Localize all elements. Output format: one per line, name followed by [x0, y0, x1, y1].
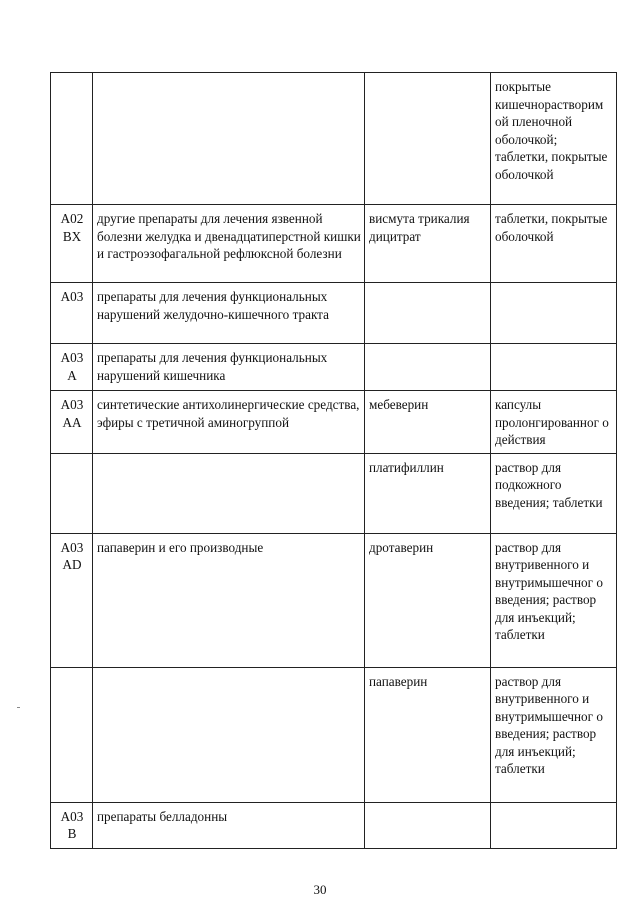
group-name-cell: препараты белладонны — [93, 802, 365, 848]
dosage-form-cell: раствор для подкожного введения; таблетки — [491, 453, 617, 533]
dosage-form-cell — [491, 344, 617, 391]
dosage-form-cell: раствор для внутривенного и внутримышечног о введения; раствор для инъекций; таблетки — [491, 667, 617, 802]
drug-name-cell: висмута трикалия дицитрат — [365, 205, 491, 283]
table-row — [51, 73, 617, 205]
table-row — [51, 283, 617, 344]
group-name-cell — [93, 453, 365, 533]
table-row — [51, 205, 617, 283]
drug-name-cell — [365, 802, 491, 848]
group-name-cell: препараты для лечения функциональных нарушений желудочно-кишечного тракта — [93, 283, 365, 344]
table-row — [51, 802, 617, 848]
table-row — [51, 667, 617, 802]
drug-name-cell — [365, 344, 491, 391]
atc-code-cell: A03 AA — [51, 391, 93, 454]
atc-code-cell: A02 BX — [51, 205, 93, 283]
dosage-form-cell — [491, 283, 617, 344]
drug-name-cell: платифиллин — [365, 453, 491, 533]
atc-code-cell: A03 A — [51, 344, 93, 391]
drug-name-cell: папаверин — [365, 667, 491, 802]
table-row — [51, 533, 617, 667]
table-row — [51, 391, 617, 454]
drug-name-cell — [365, 283, 491, 344]
page-number: 30 — [313, 882, 327, 897]
group-name-cell — [93, 73, 365, 205]
dosage-form-cell: раствор для внутривенного и внутримышечног о введения; раствор для инъекций; таблетки — [491, 533, 617, 667]
drug-name-cell — [365, 73, 491, 205]
dosage-form-cell: покрытые кишечнорастворим ой пленочной оболочкой; таблетки, покрытые оболочкой — [491, 73, 617, 205]
group-name-cell: другие препараты для лечения язвенной болезни желудка и двенадцатиперстной кишки и гастроэзофагальной рефлюксной болезни — [93, 205, 365, 283]
group-name-cell: папаверин и его производные — [93, 533, 365, 667]
drug-registry-table — [50, 72, 617, 849]
group-name-cell — [93, 667, 365, 802]
group-name-cell: препараты для лечения функциональных нарушений кишечника — [93, 344, 365, 391]
drug-name-cell: дротаверин — [365, 533, 491, 667]
atc-code-cell — [51, 73, 93, 205]
dosage-form-cell — [491, 802, 617, 848]
drug-name-cell: мебеверин — [365, 391, 491, 454]
atc-code-cell: A03 — [51, 283, 93, 344]
dosage-form-cell: таблетки, покрытые оболочкой — [491, 205, 617, 283]
dosage-form-cell: капсулы пролонгированног о действия — [491, 391, 617, 454]
atc-code-cell — [51, 453, 93, 533]
table-row — [51, 453, 617, 533]
group-name-cell: синтетические антихолинергические средства, эфиры с третичной аминогруппой — [93, 391, 365, 454]
scan-speck — [17, 707, 20, 708]
atc-code-cell: A03 B — [51, 802, 93, 848]
table-row — [51, 344, 617, 391]
atc-code-cell — [51, 667, 93, 802]
atc-code-cell: A03 AD — [51, 533, 93, 667]
